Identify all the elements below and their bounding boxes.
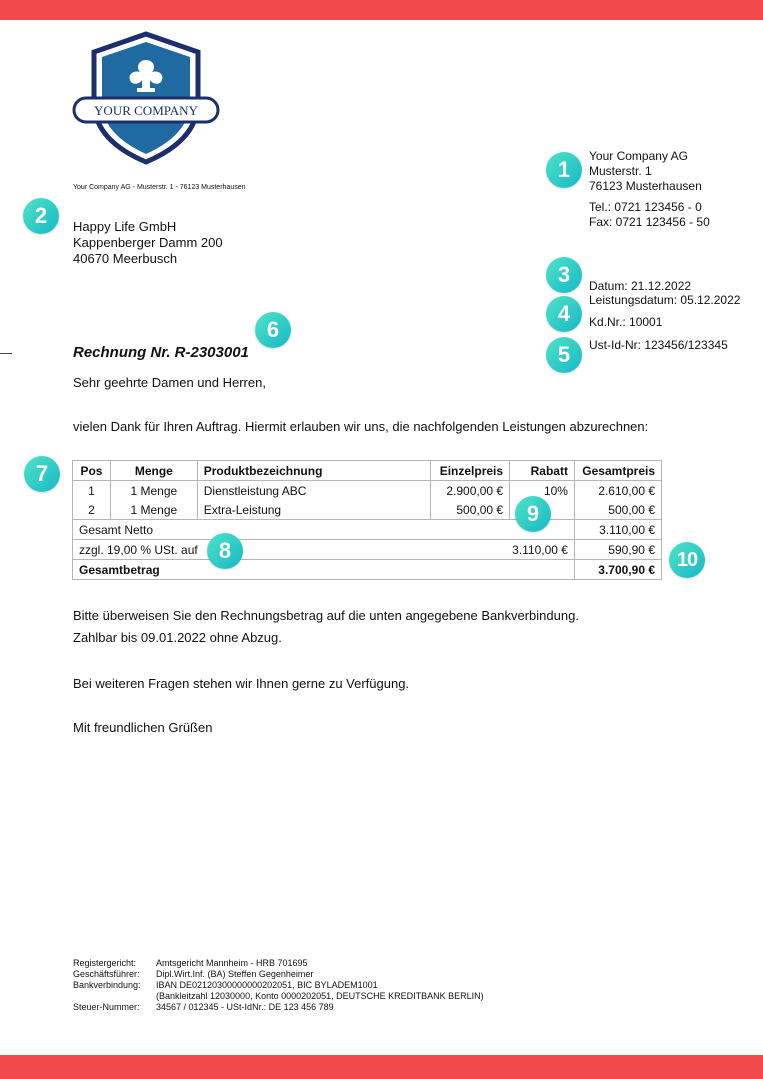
service-date: Leistungsdatum: 05.12.2022: [589, 293, 741, 307]
logo-text: YOUR COMPANY: [94, 103, 198, 118]
recipient-street: Kappenberger Damm 200: [73, 235, 223, 250]
badge-2: 2: [23, 198, 59, 234]
row-total: 500,00 €: [574, 500, 661, 520]
badge-6: 6: [255, 312, 291, 348]
row-unit-price: 500,00 €: [431, 500, 510, 520]
questions-text: Bei weiteren Fragen stehen wir Ihnen gerne zu Verfügung.: [73, 676, 410, 691]
header-unit-price: Einzelpreis: [431, 461, 510, 481]
badge-5: 5: [546, 337, 582, 373]
recipient-city: 40670 Meerbusch: [73, 251, 178, 266]
header-total: Gesamtpreis: [574, 461, 661, 481]
badge-4: 4: [546, 296, 582, 332]
header-pos: Pos: [73, 461, 111, 481]
badge-7: 7: [24, 456, 60, 492]
row-product: Dienstleistung ABC: [197, 481, 430, 501]
recipient-name: Happy Life GmbH: [73, 219, 177, 234]
header-discount: Rabatt: [510, 461, 575, 481]
vat-label: zzgl. 19,00 % USt. auf: [73, 540, 431, 560]
company-city: 76123 Musterhausen: [589, 179, 702, 193]
net-total-row: [73, 520, 662, 540]
customer-number: Kd.Nr.: 10001: [589, 315, 663, 329]
row-pos: 2: [73, 500, 111, 520]
invoice-title: Rechnung Nr. R-2303001: [73, 344, 249, 361]
sender-line: Your Company AG - Musterstr. 1 - 76123 Musterhausen: [73, 184, 246, 191]
row-unit-price: 2.900,00 €: [431, 481, 510, 501]
badge-3: 3: [546, 257, 582, 293]
vat-id: Ust-Id-Nr: 123456/123345: [589, 338, 728, 352]
table-row: [73, 481, 662, 501]
gross-label: Gesamtbetrag: [73, 560, 575, 580]
salutation: Sehr geehrte Damen und Herren,: [73, 375, 266, 390]
vat-row: [73, 540, 662, 560]
footer-tax-value: 34567 / 012345 - USt-IdNr.: DE 123 456 789: [156, 1002, 334, 1012]
company-tel: Tel.: 0721 123456 - 0: [589, 200, 702, 214]
payment-text: Bitte überweisen Sie den Rechnungsbetrag auf die unten angegebene Bankverbindung.: [73, 608, 579, 623]
footer: [73, 958, 484, 1013]
footer-bank-value: IBAN DE02120300000000202051, BIC BYLADEM1001: [156, 980, 378, 990]
company-address: [589, 149, 710, 230]
due-text: Zahlbar bis 09.01.2022 ohne Abzug.: [73, 630, 282, 645]
intro-text: vielen Dank für Ihren Auftrag. Hiermit erlauben wir uns, die nachfolgenden Leistungen abzurechnen:: [73, 419, 649, 434]
gross-value: 3.700,90 €: [574, 560, 661, 580]
header-qty: Menge: [110, 461, 197, 481]
company-logo: [72, 30, 220, 166]
bottom-accent-bar: [0, 1055, 763, 1079]
invoice-date: Datum: 21.12.2022: [589, 279, 692, 293]
badge-9: 9: [515, 496, 551, 532]
top-accent-bar: [0, 0, 763, 20]
fold-mark: [0, 353, 12, 354]
badge-1: 1: [546, 152, 582, 188]
invoice-table: [72, 460, 662, 580]
recipient-address: [73, 219, 223, 267]
regards-text: Mit freundlichen Grüßen: [73, 720, 213, 735]
company-fax: Fax: 0721 123456 - 50: [589, 215, 710, 229]
gross-total-row: [73, 560, 662, 580]
vat-value: 590,90 €: [574, 540, 661, 560]
row-total: 2.610,00 €: [574, 481, 661, 501]
footer-ceo-value: Dipl.Wirt.Inf. (BA) Steffen Gegenheimer: [156, 969, 314, 979]
badge-10: 10: [669, 542, 705, 578]
vat-base: 3.110,00 €: [431, 540, 575, 560]
row-product: Extra-Leistung: [197, 500, 430, 520]
net-label: Gesamt Netto: [73, 520, 575, 540]
footer-ceo-label: Geschäftsführer:: [73, 969, 140, 979]
table-header-row: [73, 461, 662, 481]
footer-bank-label: Bankverbindung:: [73, 980, 141, 990]
footer-tax-label: Steuer-Nummer:: [73, 1002, 140, 1012]
row-pos: 1: [73, 481, 111, 501]
footer-register-label: Registergericht:: [73, 958, 137, 968]
badge-8: 8: [207, 533, 243, 569]
table-row: [73, 500, 662, 520]
net-value: 3.110,00 €: [574, 520, 661, 540]
company-name: Your Company AG: [589, 149, 688, 163]
footer-register-value: Amtsgericht Mannheim - HRB 701695: [156, 958, 308, 968]
row-discount: 10%: [510, 481, 575, 501]
row-qty: 1 Menge: [110, 481, 197, 501]
header-product: Produktbezeichnung: [197, 461, 430, 481]
footer-bank-value-2: (Bankleitzahl 12030000, Konto 0000202051, DEUTSCHE KREDITBANK BERLIN): [156, 991, 484, 1001]
company-street: Musterstr. 1: [589, 164, 652, 178]
row-qty: 1 Menge: [110, 500, 197, 520]
